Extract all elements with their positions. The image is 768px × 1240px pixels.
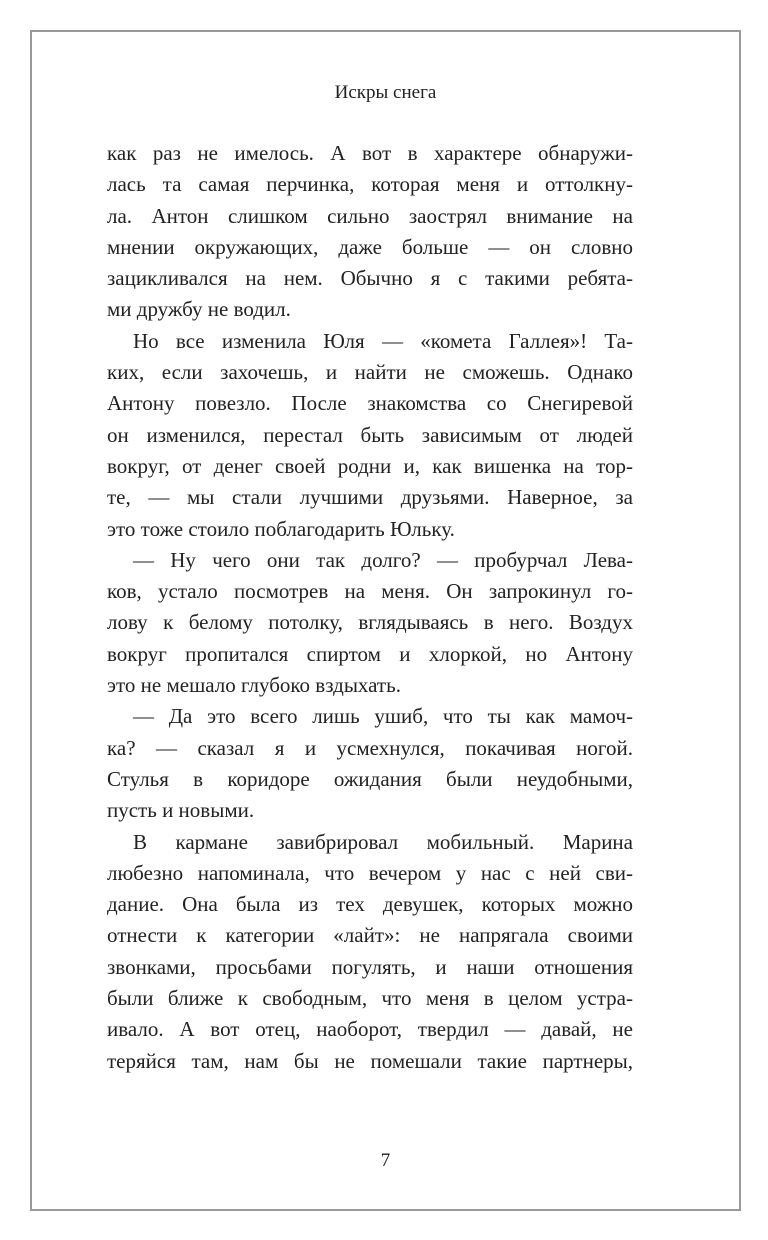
running-title: Искры снега <box>334 82 437 103</box>
text-line: это тоже стоило поблагодарить Юльку. <box>107 516 455 541</box>
text-line: ка? — сказал я и усмехнулся, покачивая ногой. <box>107 735 633 760</box>
text-line: отнести к категории «лайт»: не напрягала своими <box>107 923 633 948</box>
paragraph <box>107 701 633 826</box>
text-line: он изменился, перестал быть зависимым от людей <box>107 422 633 447</box>
text-line: — Да это всего лишь ушиб, что ты как мамоч- <box>133 704 633 729</box>
text-line: те, — мы стали лучшими друзьями. Наверное, за <box>107 485 633 510</box>
text-line: Антону повезло. После знакомства со Снегиревой <box>107 391 633 416</box>
text-line: вокруг пропитался спиртом и хлоркой, но Антону <box>107 641 633 666</box>
text-line: звонками, просьбами погулять, и наши отношения <box>107 954 633 979</box>
text-line: Но все изменила Юля — «комета Галлея»! Та- <box>133 328 633 353</box>
text-line: ков, устало посмотрев на меня. Он запрокинул го- <box>107 579 633 604</box>
paragraph <box>107 138 633 326</box>
text-line: зацикливался на нем. Обычно я с такими ребята- <box>107 266 633 291</box>
paragraph <box>107 326 633 545</box>
text-line: вокруг, от денег своей родни и, как вишенка на тор- <box>107 453 633 478</box>
text-line: это не мешало глубоко вздыхать. <box>107 673 401 698</box>
text-line: как раз не имелось. А вот в характере обнаружи- <box>107 141 633 165</box>
text-line: мнении окружающих, даже больше — он словно <box>107 234 633 259</box>
text-line: теряйся там, нам бы не помешали такие партнеры, <box>107 1048 633 1073</box>
book-page <box>30 30 741 1211</box>
body-text <box>107 138 633 1077</box>
text-line: ивало. А вот отец, наоборот, твердил — давай, не <box>107 1017 633 1042</box>
text-line: дание. Она была из тех девушек, которых можно <box>107 892 633 917</box>
text-line: пусть и новыми. <box>107 798 255 823</box>
paragraph <box>107 827 633 1077</box>
text-line: ми дружбу не водил. <box>107 297 291 322</box>
text-line: любезно напоминала, что вечером у нас с ней сви- <box>107 860 633 885</box>
text-line: были ближе к свободным, что меня в целом устра- <box>107 986 633 1011</box>
text-line: лову к белому потолку, вглядываясь в него. Воздух <box>107 610 633 635</box>
text-line: В кармане завибрировал мобильный. Марина <box>133 829 633 854</box>
text-line: ла. Антон слишком сильно заострял внимание на <box>107 203 633 228</box>
text-line: ких, если захочешь, и найти не сможешь. Однако <box>107 360 633 385</box>
text-line: лась та самая перчинка, которая меня и оттолкну- <box>107 172 633 197</box>
paragraph <box>107 545 633 701</box>
text-line: — Ну чего они так долго? — пробурчал Лева- <box>133 547 633 572</box>
text-line: Стулья в коридоре ожидания были неудобными, <box>107 766 633 791</box>
page-number: 7 <box>380 1150 391 1171</box>
